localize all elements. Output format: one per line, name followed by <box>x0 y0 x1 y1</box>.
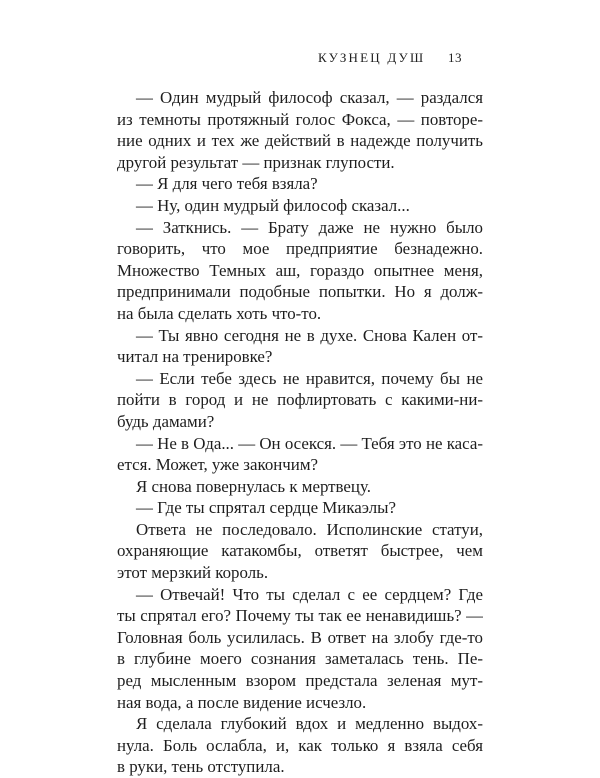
text-line: ние одних и тех же действий в надежде получить <box>117 131 483 151</box>
body-text <box>117 87 483 778</box>
text-line: Ответа не последовало. Исполинские статуи, <box>136 519 483 539</box>
text-line: Я сделала глубокий вдох и медленно выдох- <box>136 714 483 734</box>
text-line: предпринимали подобные попытки. Но я долж- <box>117 282 483 302</box>
text-line: ред мысленным взором предстала зеленая мут- <box>117 671 483 691</box>
text-line: охраняющие катакомбы, ответят быстрее, чем <box>117 541 483 561</box>
text-line: нула. Боль ослабла, и, как только я взяла себя <box>117 735 483 755</box>
text-line: будь дамами? <box>117 411 215 431</box>
text-line: на была сделать хоть что-то. <box>117 303 322 323</box>
running-header <box>318 50 468 70</box>
text-line: — Заткнись. — Брату даже не нужно было <box>136 217 483 237</box>
text-line: Множество Темных аш, гораздо опытнее меня, <box>117 260 483 280</box>
text-line: говорить, что мое предприятие безнадежно. <box>117 239 483 259</box>
text-line: — Если тебе здесь не нравится, почему бы не <box>136 368 483 388</box>
text-line: ты спрятал его? Почему ты так ее ненавидишь? — <box>117 606 483 626</box>
text-line: — Ну, один мудрый философ сказал... <box>136 195 410 215</box>
text-line: — Ты явно сегодня не в духе. Снова Кален от- <box>136 325 483 345</box>
page-number: 13 <box>448 50 462 65</box>
text-line: Я снова повернулась к мертвецу. <box>136 476 371 496</box>
text-line: из темноты протяжный голос Фокса, — повторе- <box>117 109 483 129</box>
text-line: читал на тренировке? <box>117 347 273 367</box>
text-line: ная вода, а после видение исчезло. <box>117 692 367 712</box>
running-title: КУЗНЕЦ ДУШ <box>318 50 426 65</box>
text-line: ется. Может, уже закончим? <box>117 455 319 475</box>
text-line: пойти в город и не пофлиртовать с какими-ни- <box>117 390 483 410</box>
text-line: — Один мудрый философ сказал, — раздался <box>136 88 483 107</box>
text-line: этот мерзкий король. <box>117 563 269 583</box>
text-line: — Не в Ода... — Он осекся. — Тебя это не каса- <box>136 433 483 453</box>
text-line: другой результат — признак глупости. <box>117 152 395 172</box>
text-line: в руки, тень отступила. <box>117 757 285 777</box>
text-line: Головная боль усилилась. В ответ на злобу где-то <box>117 627 483 647</box>
text-line: — Я для чего тебя взяла? <box>136 174 318 194</box>
text-line: — Где ты спрятал сердце Микаэлы? <box>136 498 397 518</box>
text-line: — Отвечай! Что ты сделал с ее сердцем? Где <box>136 584 483 604</box>
text-line: в глубине моего сознания заметалась тень. Пе- <box>117 649 483 669</box>
